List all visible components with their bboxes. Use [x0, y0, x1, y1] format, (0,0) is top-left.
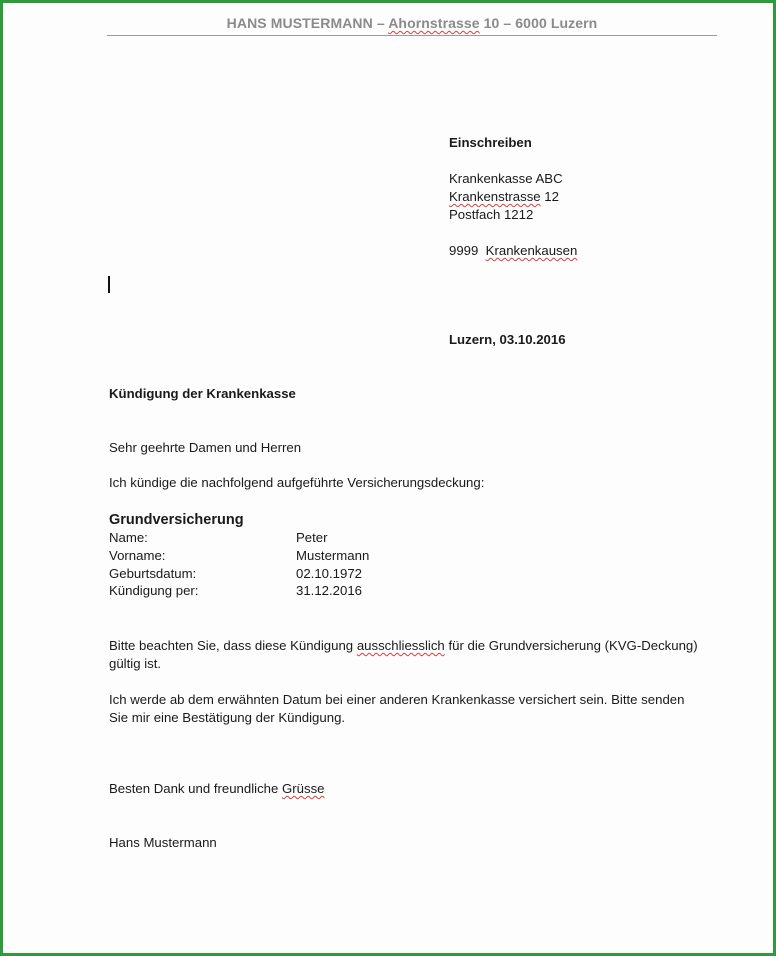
- closing-line: [109, 780, 325, 798]
- recipient-zip: 9999: [449, 243, 479, 258]
- sender-street-rest: 10 – 6000 Luzern: [479, 15, 598, 31]
- recipient-street-word: Krankenstrasse: [449, 189, 541, 204]
- recipient-street: [449, 188, 559, 206]
- signature-name: Hans Mustermann: [109, 835, 217, 850]
- text-cursor: [108, 276, 110, 293]
- salutation: Sehr geehrte Damen und Herren: [109, 440, 302, 455]
- row-value-birthdate: 02.10.1972: [296, 566, 363, 581]
- row-value-vorname: Mustermann: [296, 548, 370, 563]
- letterhead-rule: [107, 35, 717, 36]
- row-label-vorname: Vorname:: [109, 548, 166, 563]
- paragraph-scope-b: für die Grundversicherung (KVG-Deckung) gültig ist.: [109, 638, 698, 671]
- delivery-type: Einschreiben: [449, 135, 532, 150]
- subject-line: Kündigung der Krankenkasse: [109, 386, 296, 401]
- recipient-city: Krankenkausen: [485, 243, 578, 258]
- letterhead: [107, 15, 717, 31]
- paragraph-scope: [109, 637, 704, 673]
- row-label-birthdate: Geburtsdatum:: [109, 566, 197, 581]
- row-label-termination: Kündigung per:: [109, 583, 199, 598]
- insurance-heading: Grundversicherung: [109, 512, 244, 528]
- closing-a: Besten Dank und freundliche: [109, 781, 283, 796]
- paragraph-scope-a: Bitte beachten Sie, dass diese Kündigung: [109, 638, 357, 653]
- letterhead-dash: –: [372, 15, 389, 31]
- closing-marked: Grüsse: [282, 781, 325, 796]
- recipient-street-no: 12: [540, 189, 559, 204]
- sender-street: Ahornstrasse: [388, 15, 480, 31]
- row-value-name: Peter: [296, 530, 328, 545]
- intro-text: Ich kündige die nachfolgend aufgeführte Versicherungsdeckung:: [109, 475, 485, 490]
- recipient-company: Krankenkasse ABC: [449, 171, 563, 186]
- paragraph-new-insurer: Ich werde ab dem erwähnten Datum bei einer anderen Krankenkasse versichert sein. Bitte senden Sie mir eine Bestätigung der Kündigung.: [109, 692, 685, 725]
- row-label-name: Name:: [109, 530, 148, 545]
- date-line: Luzern, 03.10.2016: [449, 332, 566, 347]
- recipient-pobox: Postfach 1212: [449, 207, 534, 222]
- paragraph-scope-marked: ausschliesslich: [356, 638, 445, 653]
- row-value-termination: 31.12.2016: [296, 583, 363, 598]
- recipient-city-line: [449, 242, 577, 260]
- sender-name: HANS MUSTERMANN: [226, 15, 373, 31]
